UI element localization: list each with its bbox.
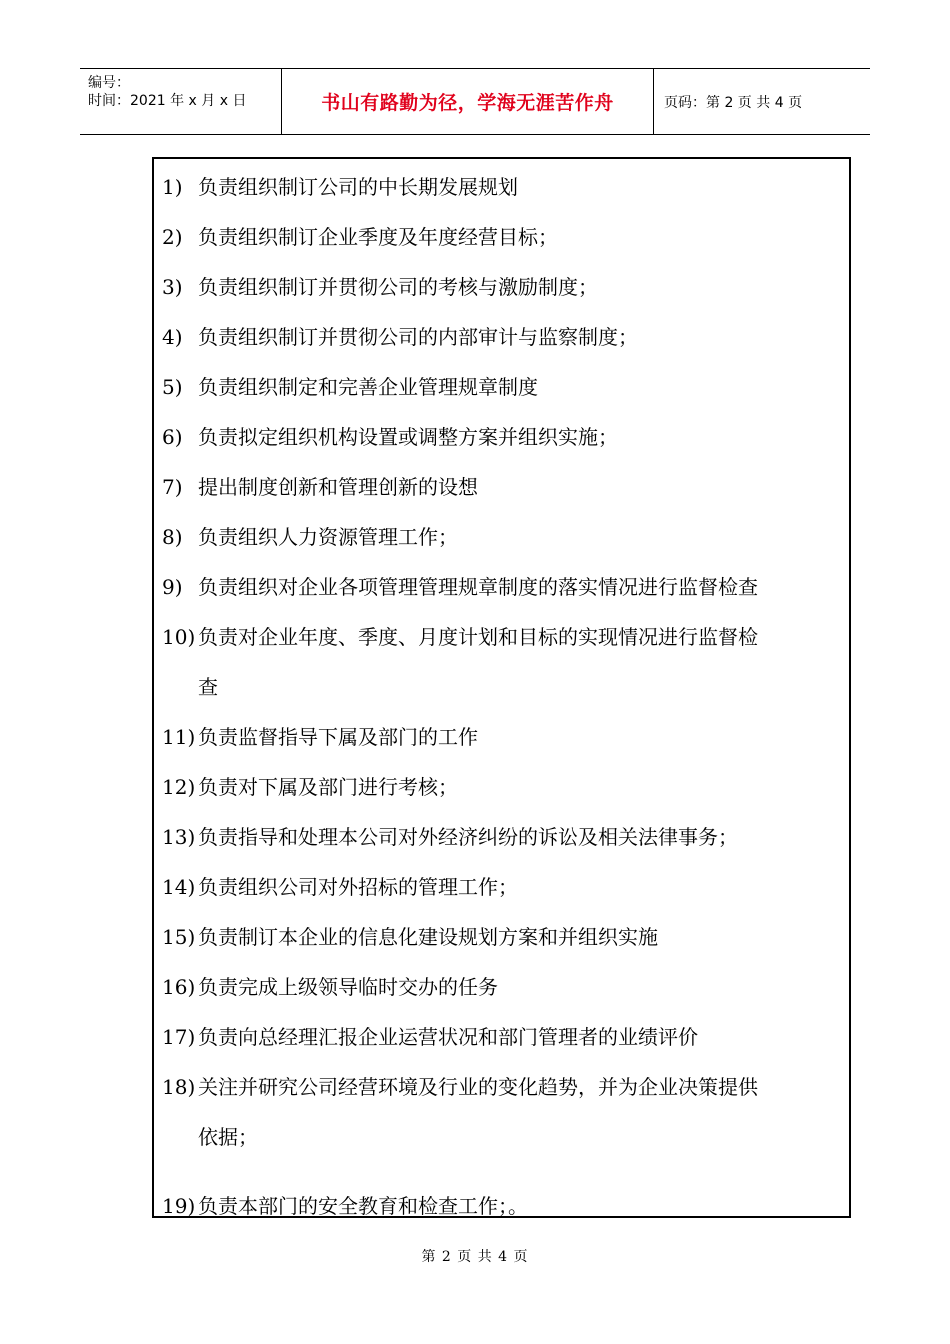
item-text: 负责组织制订并贯彻公司的内部审计与监察制度； xyxy=(198,325,638,349)
list-item xyxy=(162,262,842,312)
list-item xyxy=(162,712,842,762)
item-text: 关注并研究公司经营环境及行业的变化趋势，并为企业决策提供 xyxy=(198,1075,758,1099)
item-number: 18) xyxy=(162,1075,196,1099)
item-text: 负责对企业年度、季度、月度计划和目标的实现情况进行监督检 xyxy=(198,625,758,649)
item-number: 8) xyxy=(162,525,183,549)
header-motto-cell xyxy=(282,69,654,134)
item-text: 负责组织对企业各项管理管理规章制度的落实情况进行监督检查 xyxy=(198,575,758,599)
item-text: 提出制度创新和管理创新的设想 xyxy=(198,475,478,499)
item-number: 4) xyxy=(162,325,183,349)
item-text: 负责向总经理汇报企业运营状况和部门管理者的业绩评价 xyxy=(198,1025,698,1049)
item-number: 7) xyxy=(162,475,183,499)
list-item xyxy=(162,312,842,362)
item-text: 负责制订本企业的信息化建设规划方案和并组织实施 xyxy=(198,925,658,949)
item-text: 负责监督指导下属及部门的工作 xyxy=(198,725,478,749)
header-meta-cell xyxy=(80,69,282,134)
item-number: 12) xyxy=(162,775,196,799)
item-text: 负责组织制订并贯彻公司的考核与激励制度； xyxy=(198,275,598,299)
item-number: 16) xyxy=(162,975,196,999)
list-item xyxy=(162,762,842,812)
item-text: 负责本部门的安全教育和检查工作；。 xyxy=(198,1194,528,1218)
time-label: 时间：2021 年 x 月 x 日 xyxy=(88,93,247,109)
item-text: 负责组织制订公司的中长期发展规划 xyxy=(198,175,518,199)
item-number: 13) xyxy=(162,825,196,849)
list-item xyxy=(162,512,842,562)
header-page-cell xyxy=(654,69,870,134)
item-number: 2) xyxy=(162,225,183,249)
item-text: 负责完成上级领导临时交办的任务 xyxy=(198,975,498,999)
item-number: 10) xyxy=(162,625,196,649)
list-item xyxy=(162,862,842,912)
item-number: 1) xyxy=(162,175,183,199)
item-text: 负责组织人力资源管理工作； xyxy=(198,525,458,549)
item-number: 11) xyxy=(162,725,196,749)
list-item xyxy=(162,162,842,212)
motto-text: 书山有路勤为径，学海无涯苦作舟 xyxy=(321,92,614,114)
list-item xyxy=(162,412,842,462)
item-text-continued: 查 xyxy=(198,675,218,699)
item-number: 3) xyxy=(162,275,183,299)
duties-box xyxy=(152,157,851,1218)
item-text: 负责组织公司对外招标的管理工作； xyxy=(198,875,518,899)
page-label: 页码：第 2 页 共 4 页 xyxy=(664,94,803,111)
list-item xyxy=(162,1181,842,1231)
page-footer: 第 2 页 共 4 页 xyxy=(421,1249,529,1265)
document-header xyxy=(80,68,870,135)
item-text: 负责组织制定和完善企业管理规章制度 xyxy=(198,375,538,399)
list-item xyxy=(162,1062,842,1162)
item-number: 15) xyxy=(162,925,196,949)
list-item xyxy=(162,212,842,262)
item-number: 9) xyxy=(162,575,183,599)
item-number: 19) xyxy=(162,1194,196,1218)
item-text: 负责拟定组织机构设置或调整方案并组织实施； xyxy=(198,425,618,449)
list-item xyxy=(162,812,842,862)
item-text: 负责对下属及部门进行考核； xyxy=(198,775,458,799)
list-item xyxy=(162,1012,842,1062)
item-number: 5) xyxy=(162,375,183,399)
list-item xyxy=(162,362,842,412)
item-text: 负责组织制订企业季度及年度经营目标； xyxy=(198,225,558,249)
item-number: 6) xyxy=(162,425,183,449)
item-text: 负责指导和处理本公司对外经济纠纷的诉讼及相关法律事务； xyxy=(198,825,738,849)
item-number: 17) xyxy=(162,1025,196,1049)
list-item xyxy=(162,462,842,512)
list-item xyxy=(162,912,842,962)
list-item xyxy=(162,962,842,1012)
item-text-continued: 依据； xyxy=(198,1125,258,1149)
item-number: 14) xyxy=(162,875,196,899)
list-item xyxy=(162,562,842,612)
list-item xyxy=(162,612,842,712)
number-label: 编号： xyxy=(88,75,130,91)
